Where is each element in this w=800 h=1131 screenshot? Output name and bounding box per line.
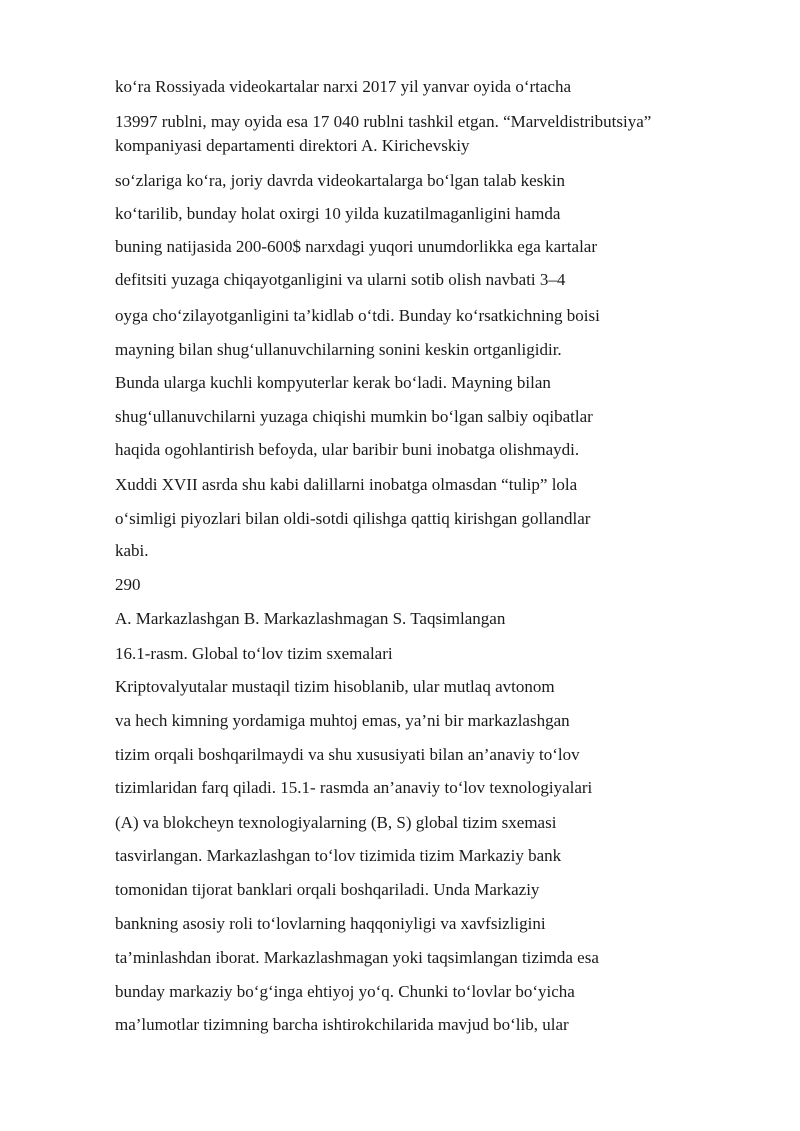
text-line: Bunda ularga kuchli kompyuterlar kerak bo‘ladi. Mayning bilan bbox=[115, 373, 551, 392]
figure-labels: A. Markazlashgan B. Markazlashmagan S. Taqsimlangan bbox=[115, 609, 506, 628]
text-line: tomonidan tijorat banklari orqali boshqariladi. Unda Markaziy bbox=[115, 880, 540, 899]
text-line: va hech kimning yordamiga muhtoj emas, ya’ni bir markazlashgan bbox=[115, 711, 570, 730]
text-line: tizimlaridan farq qiladi. 15.1- rasmda an’anaviy to‘lov texnologiyalari bbox=[115, 778, 593, 797]
text-line: Kriptovalyutalar mustaqil tizim hisoblanib, ular mutlaq avtonom bbox=[115, 677, 555, 696]
text-line: ma’lumotlar tizimning barcha ishtirokchilarida mavjud bo‘lib, ular bbox=[115, 1015, 569, 1034]
text-line: ta’minlashdan iborat. Markazlashmagan yoki taqsimlangan tizimda esa bbox=[115, 948, 599, 967]
text-line: defitsiti yuzaga chiqayotganligini va ularni sotib olish navbati 3–4 bbox=[115, 270, 566, 289]
text-line: oyga cho‘zilayotganligini ta’kidlab o‘tdi. Bunday ko‘rsatkichning boisi bbox=[115, 306, 600, 325]
text-line: ko‘ra Rossiyada videokartalar narxi 2017 yil yanvar oyida o‘rtacha bbox=[115, 77, 572, 96]
text-line: haqida ogohlantirish befoyda, ular baribir buni inobatga olishmaydi. bbox=[115, 440, 580, 459]
text-line: kabi. bbox=[115, 541, 149, 560]
text-line: bankning asosiy roli to‘lovlarning haqqoniyligi va xavfsizligini bbox=[115, 914, 546, 933]
text-line: mayning bilan shug‘ullanuvchilarning sonini keskin ortganligidir. bbox=[115, 340, 562, 359]
text-line: 13997 rublni, may oyida esa 17 040 rublni tashkil etgan. “Marveldistributsiya” bbox=[115, 112, 652, 131]
text-line: Xuddi XVII asrda shu kabi dalillarni inobatga olmasdan “tulip” lola bbox=[115, 475, 578, 494]
text-line: buning natijasida 200-600$ narxdagi yuqori unumdorlikka ega kartalar bbox=[115, 237, 598, 256]
text-line: ko‘tarilib, bunday holat oxirgi 10 yilda kuzatilmaganligini hamda bbox=[115, 204, 561, 223]
text-line: kompaniyasi departamenti direktori A. Kirichevskiy bbox=[115, 136, 470, 155]
text-line: shug‘ullanuvchilarni yuzaga chiqishi mumkin bo‘lgan salbiy oqibatlar bbox=[115, 407, 593, 426]
text-line: (A) va blokcheyn texnologiyalarning (B, S) global tizim sxemasi bbox=[115, 813, 557, 832]
text-line: bunday markaziy bo‘g‘inga ehtiyoj yo‘q. Chunki to‘lovlar bo‘yicha bbox=[115, 982, 575, 1001]
text-line: tizim orqali boshqarilmaydi va shu xususiyati bilan an’anaviy to‘lov bbox=[115, 745, 580, 764]
figure-caption: 16.1-rasm. Global to‘lov tizim sxemalari bbox=[115, 644, 393, 663]
text-line: tasvirlangan. Markazlashgan to‘lov tizimida tizim Markaziy bank bbox=[115, 846, 562, 865]
page-number: 290 bbox=[115, 575, 141, 594]
text-line: so‘zlariga ko‘ra, joriy davrda videokartalarga bo‘lgan talab keskin bbox=[115, 171, 566, 190]
text-line: o‘simligi piyozlari bilan oldi-sotdi qilishga qattiq kirishgan gollandlar bbox=[115, 509, 591, 528]
